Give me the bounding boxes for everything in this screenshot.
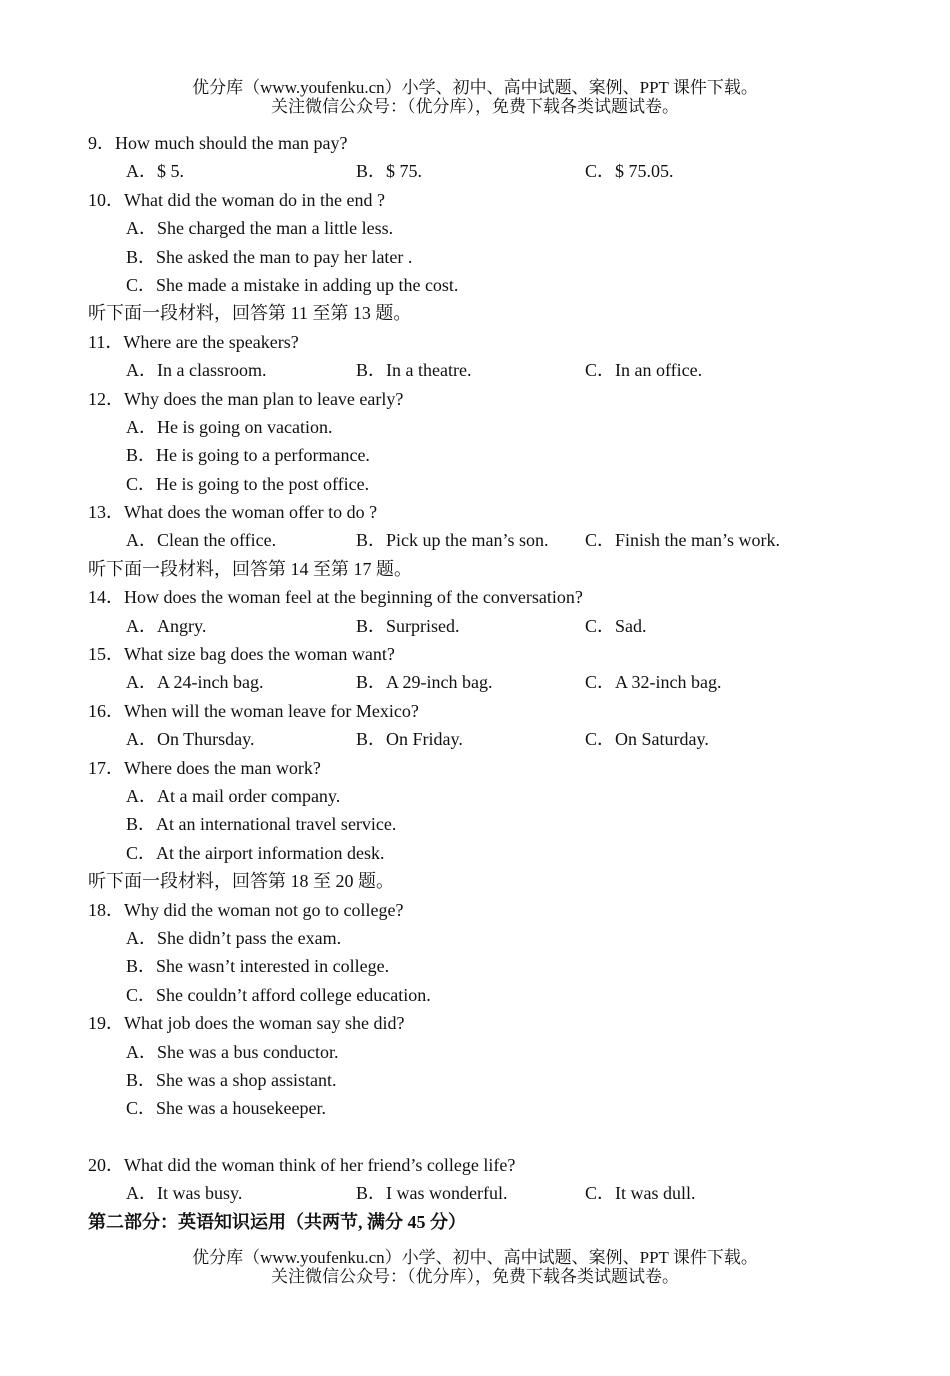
option-10c: C．She made a mistake in adding up the cost. [126, 274, 459, 295]
question-16: 16．When will the woman leave for Mexico? [88, 700, 419, 721]
instruction-14-17: 听下面一段材料，回答第 14 至第 17 题。 [88, 558, 412, 579]
footer-line-2: 关注微信公众号：（优分库），免费下载各类试题试卷。 [271, 1267, 679, 1286]
question-11: 11．Where are the speakers? [88, 331, 299, 352]
option-19a: A．She was a bus conductor. [126, 1041, 339, 1062]
option-16a: A．On Thursday. [126, 729, 255, 750]
option-17c: C．At the airport information desk. [126, 842, 385, 863]
option-14c: C．Sad. [585, 615, 647, 636]
options-11 [0, 356, 950, 384]
option-11b: B．In a theatre. [356, 360, 472, 381]
option-17a: A．At a mail order company. [126, 785, 341, 806]
question-20: 20．What did the woman think of her friend’s college life? [88, 1155, 516, 1176]
option-20a: A．It was busy. [126, 1183, 243, 1204]
question-17: 17．Where does the man work? [88, 757, 321, 778]
question-list [0, 129, 950, 1236]
question-10: 10．What did the woman do in the end ? [88, 189, 385, 210]
option-20b: B．I was wonderful. [356, 1183, 508, 1204]
option-18b: B．She wasn’t interested in college. [126, 956, 390, 977]
options-14 [0, 612, 950, 640]
instruction-11-13: 听下面一段材料，回答第 11 至第 13 题。 [88, 303, 412, 324]
option-19b: B．She was a shop assistant. [126, 1069, 337, 1090]
options-16 [0, 725, 950, 753]
options-9 [0, 157, 950, 185]
option-12a: A．He is going on vacation. [126, 416, 333, 437]
question-18: 18．Why did the woman not go to college? [88, 899, 404, 920]
question-19: 19．What job does the woman say she did? [88, 1013, 405, 1034]
options-20 [0, 1179, 950, 1207]
option-15c: C．A 32-inch bag. [585, 672, 722, 693]
question-14: 14．How does the woman feel at the beginning of the conversation? [88, 587, 583, 608]
option-18a: A．She didn’t pass the exam. [126, 927, 342, 948]
option-10a: A．She charged the man a little less. [126, 218, 394, 239]
blank-line [0, 1123, 950, 1151]
option-11c: C．In an office. [585, 360, 703, 381]
option-12c: C．He is going to the post office. [126, 473, 370, 494]
option-9a: A．$ 5. [126, 161, 184, 182]
question-9: 9．How much should the man pay? [88, 133, 348, 153]
option-9b: B．$ 75. [356, 161, 423, 182]
options-13 [0, 526, 950, 554]
option-13b: B．Pick up the man’s son. [356, 530, 549, 551]
option-15a: A．A 24-inch bag. [126, 672, 264, 693]
options-15 [0, 668, 950, 696]
option-13a: A．Clean the office. [126, 530, 277, 551]
option-12b: B．He is going to a performance. [126, 445, 370, 466]
option-14a: A．Angry. [126, 615, 207, 636]
section-title: 第二部分：英语知识运用（共两节, 满分 45 分） [88, 1211, 466, 1232]
page-header [0, 78, 950, 116]
question-15: 15．What size bag does the woman want? [88, 644, 395, 665]
option-15b: B．A 29-inch bag. [356, 672, 493, 693]
question-12: 12．Why does the man plan to leave early? [88, 388, 404, 409]
instruction-18-20: 听下面一段材料，回答第 18 至 20 题。 [88, 871, 394, 892]
option-16b: B．On Friday. [356, 729, 463, 750]
header-line-1: 优分库（www.youfenku.cn）小学、初中、高中试题、案例、PPT 课件下载。 [192, 78, 758, 97]
option-16c: C．On Saturday. [585, 729, 709, 750]
option-11a: A．In a classroom. [126, 360, 267, 381]
option-14b: B．Surprised. [356, 615, 460, 636]
option-20c: C．It was dull. [585, 1183, 696, 1204]
option-19c: C．She was a housekeeper. [126, 1098, 326, 1119]
option-18c: C．She couldn’t afford college education. [126, 984, 431, 1005]
question-13: 13．What does the woman offer to do ? [88, 502, 378, 523]
option-17b: B．At an international travel service. [126, 814, 397, 835]
option-9c: C．$ 75.05. [585, 161, 674, 182]
page-footer [0, 1248, 950, 1286]
header-line-2: 关注微信公众号：（优分库），免费下载各类试题试卷。 [271, 97, 679, 116]
option-13c: C．Finish the man’s work. [585, 530, 781, 551]
footer-line-1: 优分库（www.youfenku.cn）小学、初中、高中试题、案例、PPT 课件下载。 [192, 1248, 758, 1267]
option-10b: B．She asked the man to pay her later . [126, 246, 413, 267]
